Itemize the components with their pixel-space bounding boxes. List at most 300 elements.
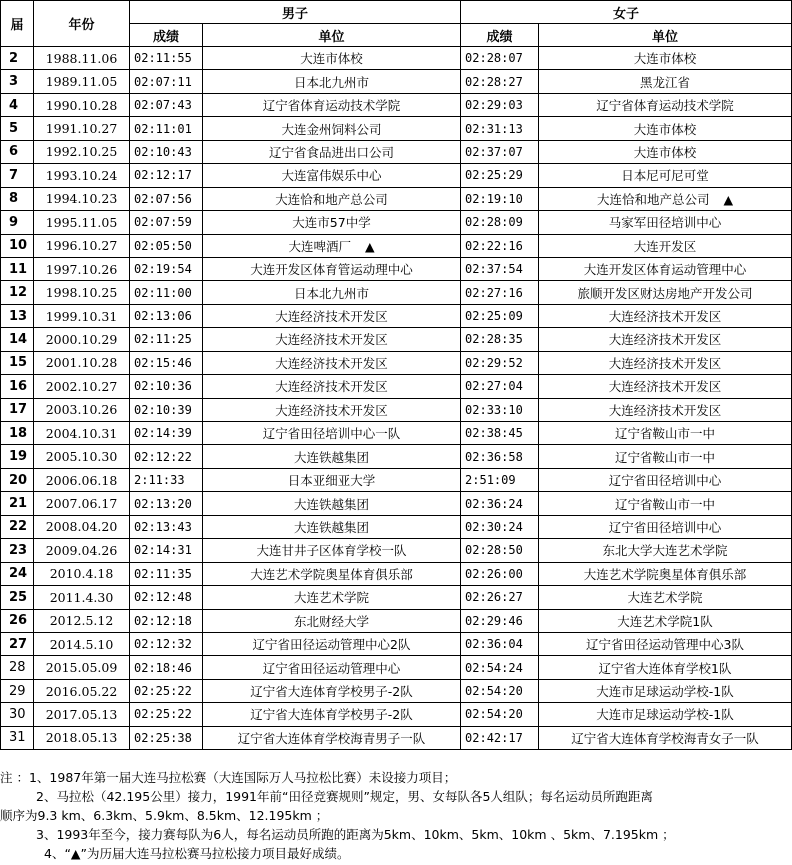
table-row <box>1 726 792 749</box>
female-unit-cell-text: 辽宁省田径运动管理中心3队 <box>586 637 744 653</box>
male-time-cell <box>130 281 203 304</box>
male-time-cell <box>130 70 203 93</box>
female-unit-cell <box>539 656 792 679</box>
male-unit-cell-text: 大连艺术学院 <box>294 590 370 606</box>
male-unit-cell-text: 辽宁省田径运动管理中心2队 <box>252 637 411 653</box>
date-cell-text: 2010.4.18 <box>49 566 114 582</box>
date-cell-text: 1994.10.23 <box>45 191 118 207</box>
session-cell-text: 11 <box>9 261 28 277</box>
date-cell-text: 1998.10.25 <box>45 285 118 301</box>
female-unit-cell <box>539 234 792 257</box>
session-cell-text: 21 <box>9 496 28 512</box>
female-unit-cell <box>539 539 792 562</box>
male-time-cell-text: 02:11:00 <box>134 285 192 300</box>
female-time-cell-text: 02:19:10 <box>465 191 523 206</box>
male-time-cell <box>130 93 203 116</box>
session-cell-text: 8 <box>9 191 19 207</box>
date-cell <box>34 351 130 374</box>
session-cell <box>1 562 34 585</box>
male-time-cell-text: 02:12:22 <box>134 449 192 464</box>
date-cell <box>34 656 130 679</box>
male-time-cell-text: 02:10:36 <box>134 379 192 394</box>
date-cell-text: 1988.11.06 <box>45 50 118 66</box>
male-unit-cell-text: 大连市57中学 <box>292 215 371 231</box>
female-time-cell-text: 02:38:45 <box>465 426 523 441</box>
male-time-cell-text: 2:11:33 <box>134 473 185 488</box>
session-cell-text: 7 <box>9 167 19 183</box>
male-time-cell-text: 02:11:35 <box>134 566 192 581</box>
male-time-cell-text: 02:13:20 <box>134 496 192 511</box>
female-time-cell <box>461 609 539 632</box>
male-unit-cell-text: 大连金州饲料公司 <box>281 121 382 137</box>
female-unit-cell-text: 日本尼可尼可堂 <box>621 168 709 184</box>
header-row-1 <box>1 1 792 24</box>
session-cell <box>1 211 34 234</box>
female-time-cell-text: 02:33:10 <box>465 402 523 417</box>
male-time-cell <box>130 398 203 421</box>
session-cell-text: 3 <box>9 74 19 90</box>
female-time-cell-text: 2:51:09 <box>465 473 516 488</box>
session-cell <box>1 492 34 515</box>
table-row <box>1 492 792 515</box>
session-cell <box>1 328 34 351</box>
female-time-cell <box>461 187 539 210</box>
female-time-cell-text: 02:29:52 <box>465 355 523 370</box>
session-cell-text: 28 <box>9 660 26 676</box>
session-cell <box>1 726 34 749</box>
date-cell <box>34 93 130 116</box>
female-unit-cell <box>539 257 792 280</box>
female-header: 女子 <box>461 1 792 24</box>
male-unit-cell-text: 大连经济技术开发区 <box>275 355 388 371</box>
female-unit-cell <box>539 117 792 140</box>
session-cell <box>1 375 34 398</box>
male-time-cell <box>130 539 203 562</box>
female-time-cell-text: 02:25:29 <box>465 168 523 183</box>
session-cell-text: 23 <box>9 542 28 558</box>
male-unit-cell <box>203 187 461 210</box>
table-row <box>1 422 792 445</box>
female-time-cell <box>461 328 539 351</box>
date-cell-text: 2016.05.22 <box>45 683 118 699</box>
session-cell-text: 17 <box>9 402 28 418</box>
male-time-cell <box>130 445 203 468</box>
male-unit-cell-text: 大连艺术学院奥星体育俱乐部 <box>250 566 413 582</box>
session-cell <box>1 234 34 257</box>
female-time-cell-text: 02:26:00 <box>465 566 523 581</box>
table-row <box>1 351 792 374</box>
year-header: 年份 <box>34 1 130 47</box>
female-unit-cell-text: 辽宁省田径培训中心 <box>608 519 722 535</box>
female-time-cell <box>461 257 539 280</box>
male-time-cell-text: 02:25:38 <box>134 730 192 745</box>
date-cell-text: 2001.10.28 <box>45 355 118 371</box>
date-cell-text: 1993.10.24 <box>45 167 118 183</box>
date-cell <box>34 515 130 538</box>
female-unit-cell <box>539 140 792 163</box>
female-time-cell <box>461 93 539 116</box>
date-cell-text: 2015.05.09 <box>45 660 118 676</box>
male-unit-cell-text: 辽宁省体育运动技术学院 <box>262 98 401 114</box>
female-time-cell-text: 02:54:20 <box>465 707 523 722</box>
male-unit-cell <box>203 164 461 187</box>
male-time-cell-text: 02:25:22 <box>134 707 192 722</box>
male-unit-cell <box>203 281 461 304</box>
table-row <box>1 47 792 70</box>
session-cell <box>1 187 34 210</box>
session-cell-text: 16 <box>9 378 28 394</box>
date-cell <box>34 422 130 445</box>
session-cell-text: 14 <box>9 331 28 347</box>
female-unit-cell <box>539 609 792 632</box>
male-time-cell <box>130 164 203 187</box>
date-cell-text: 2018.05.13 <box>45 730 118 746</box>
date-cell <box>34 304 130 327</box>
male-unit-cell <box>203 93 461 116</box>
date-cell-text: 2011.4.30 <box>49 589 114 605</box>
female-unit-header: 单位 <box>539 24 792 47</box>
male-time-cell <box>130 468 203 491</box>
male-time-cell <box>130 257 203 280</box>
male-time-cell <box>130 375 203 398</box>
male-time-cell <box>130 304 203 327</box>
female-score-header: 成绩 <box>461 24 539 47</box>
male-unit-cell-text: 大连富伟娱乐中心 <box>281 168 382 184</box>
date-cell <box>34 468 130 491</box>
male-time-cell-text: 02:11:25 <box>134 332 192 347</box>
session-cell-text: 26 <box>9 613 28 629</box>
female-unit-cell <box>539 375 792 398</box>
session-cell-text: 13 <box>9 308 28 324</box>
female-time-cell <box>461 632 539 655</box>
date-cell-text: 2014.5.10 <box>49 636 114 652</box>
date-cell <box>34 328 130 351</box>
male-unit-cell-text: 辽宁省食品进出口公司 <box>269 144 395 160</box>
female-time-cell-text: 02:25:09 <box>465 309 523 324</box>
table-row <box>1 257 792 280</box>
male-time-cell-text: 02:12:32 <box>134 637 192 652</box>
female-unit-cell <box>539 351 792 374</box>
female-unit-cell <box>539 492 792 515</box>
table-row <box>1 304 792 327</box>
male-header: 男子 <box>130 1 461 24</box>
table-row <box>1 187 792 210</box>
date-cell-text: 1995.11.05 <box>45 214 118 230</box>
female-time-cell <box>461 562 539 585</box>
male-unit-cell-text: 日本北九州市 <box>294 74 370 90</box>
date-cell-text: 1999.10.31 <box>45 308 118 324</box>
note-line: 顺序为9.3 km、6.3km、5.9km、8.5km、12.195km ； <box>0 808 329 823</box>
female-unit-cell-text: 辽宁省鞍山市一中 <box>615 496 716 512</box>
table-row <box>1 515 792 538</box>
session-cell <box>1 140 34 163</box>
session-cell <box>1 281 34 304</box>
session-cell <box>1 93 34 116</box>
female-unit-cell-text: 大连经济技术开发区 <box>608 355 722 371</box>
male-time-cell-text: 02:12:17 <box>134 168 192 183</box>
male-time-cell <box>130 140 203 163</box>
table-row <box>1 93 792 116</box>
male-unit-cell-text: 大连经济技术开发区 <box>275 402 388 418</box>
notes <box>0 768 792 863</box>
male-time-cell-text: 02:11:55 <box>134 51 192 66</box>
male-unit-cell-text: 日本亚细亚大学 <box>287 473 376 489</box>
date-cell-text: 2009.04.26 <box>45 542 118 558</box>
female-time-cell-text: 02:27:16 <box>465 285 523 300</box>
date-cell <box>34 492 130 515</box>
session-cell <box>1 679 34 702</box>
table-row <box>1 445 792 468</box>
female-unit-cell-text: 大连经济技术开发区 <box>608 309 722 325</box>
male-time-cell <box>130 679 203 702</box>
female-time-cell-text: 02:26:27 <box>465 590 523 605</box>
female-time-cell-text: 02:36:24 <box>465 496 523 511</box>
table-row <box>1 562 792 585</box>
session-cell <box>1 515 34 538</box>
date-cell <box>34 562 130 585</box>
session-header: 届 <box>1 1 34 47</box>
best-mark-icon: ▲ <box>364 238 375 254</box>
female-unit-cell-text: 大连艺术学院奥星体育俱乐部 <box>583 566 747 582</box>
date-cell-text: 1989.11.05 <box>45 74 118 90</box>
session-cell <box>1 117 34 140</box>
session-cell-text: 6 <box>9 144 19 160</box>
session-cell-text: 5 <box>9 121 19 137</box>
session-cell <box>1 703 34 726</box>
male-unit-cell-text: 东北财经大学 <box>294 613 370 629</box>
female-time-cell-text: 02:28:35 <box>465 332 523 347</box>
male-unit-cell-text: 大连经济技术开发区 <box>275 309 388 325</box>
date-cell <box>34 632 130 655</box>
male-time-cell <box>130 492 203 515</box>
date-cell <box>34 726 130 749</box>
female-time-cell-text: 02:30:24 <box>465 519 523 534</box>
date-cell-text: 2002.10.27 <box>45 378 118 394</box>
table-row <box>1 656 792 679</box>
female-unit-cell-text: 大连市足球运动学校-1队 <box>596 707 734 723</box>
table-row <box>1 398 792 421</box>
session-cell <box>1 468 34 491</box>
female-unit-cell-text: 辽宁省大连体育学校1队 <box>598 660 732 676</box>
session-cell-text: 9 <box>9 214 19 230</box>
male-time-cell <box>130 632 203 655</box>
female-unit-cell <box>539 187 792 210</box>
session-cell-text: 19 <box>9 449 28 465</box>
table-row <box>1 632 792 655</box>
male-unit-cell <box>203 70 461 93</box>
female-unit-cell <box>539 164 792 187</box>
date-cell <box>34 375 130 398</box>
male-score-header: 成绩 <box>130 24 203 47</box>
male-time-cell <box>130 703 203 726</box>
female-unit-cell <box>539 468 792 491</box>
male-time-cell-text: 02:10:43 <box>134 144 192 159</box>
female-unit-cell <box>539 515 792 538</box>
male-time-cell <box>130 47 203 70</box>
male-unit-cell-text: 大连开发区体育管运动理中心 <box>250 262 413 278</box>
female-time-cell-text: 02:28:50 <box>465 543 523 558</box>
female-unit-cell-text: 大连经济技术开发区 <box>608 402 722 418</box>
female-unit-cell <box>539 632 792 655</box>
session-cell-text: 12 <box>9 285 28 301</box>
male-time-cell <box>130 586 203 609</box>
female-unit-cell <box>539 562 792 585</box>
date-cell-text: 2006.06.18 <box>45 472 118 488</box>
male-unit-cell <box>203 679 461 702</box>
date-cell <box>34 70 130 93</box>
male-time-cell-text: 02:12:48 <box>134 590 192 605</box>
female-unit-cell-text: 辽宁省大连体育学校海青女子一队 <box>571 730 759 746</box>
date-cell-text: 1997.10.26 <box>45 261 118 277</box>
male-time-cell <box>130 328 203 351</box>
female-unit-cell-text: 辽宁省鞍山市一中 <box>615 426 716 442</box>
male-unit-cell <box>203 117 461 140</box>
female-time-cell-text: 02:54:24 <box>465 660 523 675</box>
session-cell-text: 25 <box>9 589 28 605</box>
male-time-cell-text: 02:07:56 <box>134 191 192 206</box>
female-time-cell-text: 02:28:07 <box>465 51 523 66</box>
female-unit-cell-text: 旅顺开发区财达房地产开发公司 <box>577 285 753 301</box>
female-time-cell-text: 02:36:58 <box>465 449 523 464</box>
female-unit-cell-text: 大连经济技术开发区 <box>608 332 722 348</box>
session-cell <box>1 422 34 445</box>
female-time-cell <box>461 281 539 304</box>
female-time-cell-text: 02:22:16 <box>465 238 523 253</box>
female-unit-cell <box>539 726 792 749</box>
female-unit-cell <box>539 703 792 726</box>
female-time-cell <box>461 398 539 421</box>
female-unit-cell-text: 大连开发区 <box>633 238 697 254</box>
male-time-cell-text: 02:25:22 <box>134 684 192 699</box>
female-unit-cell-text: 大连市足球运动学校-1队 <box>596 684 734 700</box>
date-cell <box>34 211 130 234</box>
date-cell-text: 1990.10.28 <box>45 97 118 113</box>
male-unit-cell <box>203 422 461 445</box>
male-time-cell <box>130 515 203 538</box>
date-cell <box>34 140 130 163</box>
date-cell <box>34 398 130 421</box>
female-time-cell <box>461 679 539 702</box>
session-cell-text: 20 <box>9 472 28 488</box>
male-time-cell-text: 02:07:43 <box>134 98 192 113</box>
male-time-cell-text: 02:15:46 <box>134 355 192 370</box>
date-cell <box>34 187 130 210</box>
date-cell <box>34 234 130 257</box>
female-unit-cell <box>539 422 792 445</box>
female-time-cell <box>461 140 539 163</box>
female-time-cell-text: 02:28:27 <box>465 74 523 89</box>
date-cell <box>34 445 130 468</box>
table-row <box>1 586 792 609</box>
female-time-cell-text: 02:37:07 <box>465 144 523 159</box>
session-cell-text: 4 <box>9 97 19 113</box>
female-unit-cell-text: 大连开发区体育运动管理中心 <box>583 262 747 278</box>
female-unit-cell <box>539 47 792 70</box>
female-unit-cell-text: 大连市体校 <box>633 144 697 160</box>
session-cell <box>1 257 34 280</box>
female-unit-cell <box>539 211 792 234</box>
female-unit-cell-text: 大连市体校 <box>633 51 697 67</box>
date-cell-text: 2012.5.12 <box>49 613 114 629</box>
session-cell <box>1 539 34 562</box>
female-unit-cell <box>539 93 792 116</box>
session-cell <box>1 47 34 70</box>
male-unit-cell-text: 大连铁越集团 <box>294 519 370 535</box>
male-time-cell <box>130 726 203 749</box>
male-unit-cell <box>203 703 461 726</box>
male-time-cell <box>130 234 203 257</box>
female-time-cell-text: 02:31:13 <box>465 121 523 136</box>
male-unit-cell-text: 辽宁省大连体育学校男子-2队 <box>250 684 413 700</box>
male-unit-cell <box>203 726 461 749</box>
female-time-cell <box>461 468 539 491</box>
male-time-cell <box>130 609 203 632</box>
date-cell <box>34 703 130 726</box>
female-time-cell <box>461 164 539 187</box>
male-unit-cell <box>203 375 461 398</box>
female-unit-cell <box>539 328 792 351</box>
session-cell-text: 10 <box>9 238 28 254</box>
female-unit-cell-text: 马家军田径培训中心 <box>608 215 722 231</box>
male-time-cell-text: 02:19:54 <box>134 262 192 277</box>
female-unit-cell-text: 大连市体校 <box>633 121 697 137</box>
female-time-cell-text: 02:42:17 <box>465 730 523 745</box>
session-cell-text: 24 <box>9 566 28 582</box>
male-unit-cell-text: 辽宁省田径培训中心一队 <box>262 426 401 442</box>
female-time-cell-text: 02:54:20 <box>465 684 523 699</box>
session-cell <box>1 609 34 632</box>
date-cell-text: 2000.10.29 <box>45 331 118 347</box>
session-cell-text: 22 <box>9 519 28 535</box>
date-cell-text: 1996.10.27 <box>45 238 118 254</box>
date-cell <box>34 47 130 70</box>
male-unit-cell <box>203 468 461 491</box>
male-unit-cell <box>203 257 461 280</box>
session-cell-text: 29 <box>9 683 26 699</box>
male-time-cell <box>130 187 203 210</box>
female-unit-cell <box>539 304 792 327</box>
session-cell <box>1 164 34 187</box>
male-unit-cell <box>203 515 461 538</box>
female-time-cell-text: 02:27:04 <box>465 379 523 394</box>
male-time-cell-text: 02:18:46 <box>134 660 192 675</box>
male-time-cell-text: 02:07:11 <box>134 74 192 89</box>
male-unit-cell <box>203 492 461 515</box>
date-cell <box>34 586 130 609</box>
note-line: 注 ：1、1987年第一届大连马拉松赛（大连国际万人马拉松比赛）未设接力项目； <box>0 770 457 785</box>
female-unit-cell-text: 大连艺术学院1队 <box>617 613 713 629</box>
male-time-cell-text: 02:11:01 <box>134 121 192 136</box>
female-unit-cell-text: 辽宁省体育运动技术学院 <box>596 98 734 114</box>
session-cell <box>1 70 34 93</box>
date-cell <box>34 164 130 187</box>
male-unit-cell <box>203 211 461 234</box>
female-unit-cell-text: 东北大学大连艺术学院 <box>602 543 728 559</box>
session-cell <box>1 304 34 327</box>
male-time-cell <box>130 656 203 679</box>
female-time-cell <box>461 117 539 140</box>
female-time-cell <box>461 304 539 327</box>
male-unit-cell-text: 辽宁省田径运动管理中心 <box>262 660 401 676</box>
male-unit-cell-text: 大连市体校 <box>300 51 363 67</box>
date-cell-text: 2004.10.31 <box>45 425 118 441</box>
female-time-cell <box>461 726 539 749</box>
male-unit-cell-text: 日本北九州市 <box>294 285 370 301</box>
male-time-cell-text: 02:13:06 <box>134 309 192 324</box>
male-time-cell-text: 02:10:39 <box>134 402 192 417</box>
male-unit-cell-text: 大连经济技术开发区 <box>275 332 388 348</box>
date-cell-text: 1992.10.25 <box>45 144 118 160</box>
